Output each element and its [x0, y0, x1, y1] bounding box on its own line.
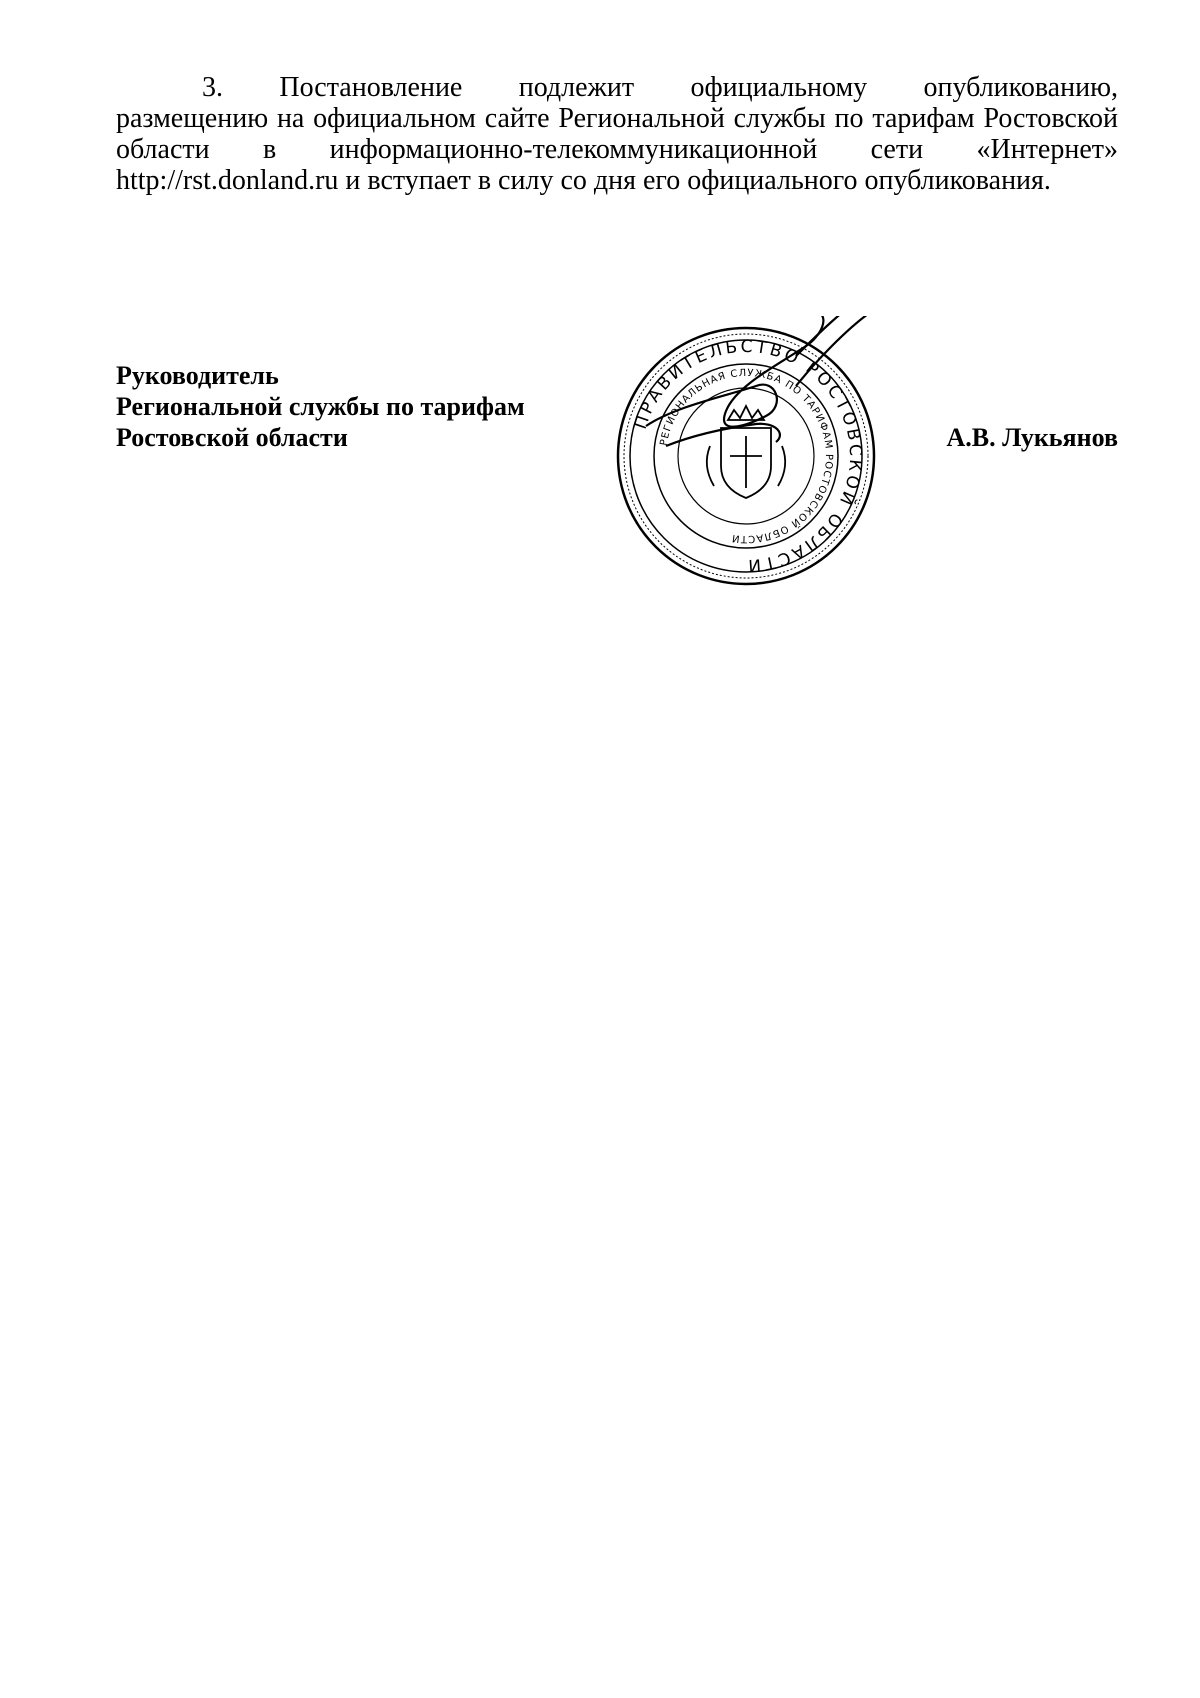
position-line-2: Региональной службы по тарифам: [116, 392, 525, 421]
seal-inner-text: РЕГИОНАЛЬНАЯ СЛУЖБА ПО ТАРИФАМ РОСТОВСКОЙ ОБЛАСТИ: [658, 367, 835, 545]
paragraph-line-4: http://rst.donland.ru и вступает в силу со дня его официального опубликования.: [116, 165, 1051, 196]
position-line-1: Руководитель: [116, 361, 279, 390]
official-seal-stamp: [606, 316, 886, 596]
decree-paragraph: [116, 72, 1118, 196]
position-line-3: Ростовской области: [116, 423, 348, 452]
seal-icon: [606, 316, 886, 596]
signatory-position: [116, 360, 525, 453]
paragraph-line-3: области в информационно-телекоммуникационной сети «Интернет»: [116, 134, 1118, 165]
paragraph-line-2: размещению на официальном сайте Региональной службы по тарифам Ростовской: [116, 103, 1118, 134]
paragraph-line-1: 3. Постановление подлежит официальному опубликованию,: [202, 72, 1118, 103]
seal-outer-text: ПРАВИТЕЛЬСТВО РОСТОВСКОЙ ОБЛАСТИ: [630, 336, 866, 576]
signatory-name: А.В. Лукьянов: [946, 423, 1118, 452]
